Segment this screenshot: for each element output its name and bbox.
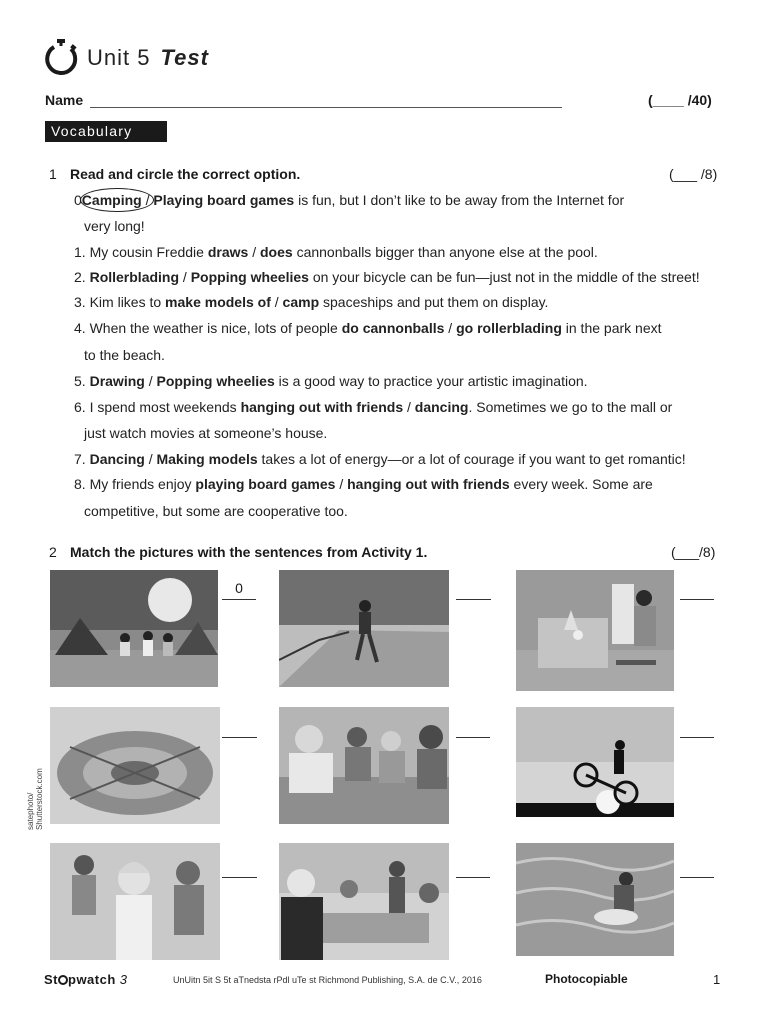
dancing-photo (50, 843, 220, 960)
hanging-out-photo (279, 707, 449, 824)
item-text: / (335, 476, 348, 492)
answer-line-5[interactable] (456, 737, 490, 738)
answer-line-4[interactable] (222, 737, 257, 738)
answer-line-7[interactable] (222, 877, 257, 878)
option-text[interactable]: do cannonballs (341, 320, 445, 336)
item-text: / (248, 244, 260, 260)
item-text: every week. Some are (509, 476, 653, 492)
item-text: on your bicycle can be fun—just not in the middle of the street! (308, 269, 700, 285)
page-title (87, 45, 209, 71)
item-text: My friends enjoy (89, 476, 196, 492)
item-number: 5. (74, 373, 90, 389)
option-text[interactable]: go rollerblading (456, 320, 562, 336)
activity-1-item (74, 475, 653, 493)
option-text[interactable]: Drawing (89, 373, 145, 389)
option-text[interactable]: Playing board games (153, 192, 295, 208)
item-number: 0 (74, 192, 82, 208)
item-text: just watch movies at someone’s house. (84, 425, 328, 441)
option-text[interactable]: draws (207, 244, 249, 260)
option-text[interactable]: does (260, 244, 293, 260)
name-label: Name (45, 92, 84, 108)
option-text[interactable]: dancing (414, 399, 469, 415)
activity-2-instruction: Match the pictures with the sentences from Activity 1. (70, 544, 428, 560)
item-text: cannonballs bigger than anyone else at the pool. (292, 244, 598, 260)
answer-line-6[interactable] (680, 737, 714, 738)
option-text[interactable]: Dancing (89, 451, 145, 467)
photocopiable-label: Photocopiable (545, 972, 628, 986)
photo-credit-line-2: Shutterstock.com (35, 768, 44, 830)
item-number: 8. (74, 476, 90, 492)
answer-line-1[interactable] (222, 599, 256, 600)
option-text[interactable]: hanging out with friends (240, 399, 404, 415)
section-banner: Vocabulary (45, 121, 167, 142)
brand-text-1: St (44, 972, 58, 987)
test-label: Test (160, 45, 209, 70)
option-text[interactable]: camp (282, 294, 320, 310)
activity-1-item (84, 424, 327, 442)
option-text[interactable]: make models of (165, 294, 271, 310)
activity-1-item (74, 319, 662, 337)
option-text[interactable]: Popping wheelies (190, 269, 309, 285)
model-spaceship-photo (50, 707, 220, 824)
option-text[interactable]: hanging out with friends (347, 476, 510, 492)
answer-line-3[interactable] (680, 599, 714, 600)
item-text: competitive, but some are cooperative too. (84, 503, 348, 519)
answer-line-8[interactable] (456, 877, 490, 878)
stopwatch-brand-logo (44, 972, 128, 987)
unit-label: Unit 5 (87, 45, 151, 70)
brand-o-icon (58, 975, 68, 985)
item-text: / (403, 399, 415, 415)
item-text: spaceships and put them on display. (319, 294, 549, 310)
item-number: 1. (74, 244, 90, 260)
item-text: very long! (84, 218, 145, 234)
answer-line-2[interactable] (456, 599, 491, 600)
option-text[interactable]: Rollerblading (89, 269, 180, 285)
item-text: / (144, 451, 157, 467)
cannonball-pool-photo (516, 843, 674, 956)
item-text: I spend most weekends (89, 399, 241, 415)
answer-line-9[interactable] (680, 877, 714, 878)
activity-1-item (74, 191, 624, 209)
photo-credit-line-1: satephoto/ (26, 792, 35, 830)
option-text[interactable]: Popping wheelies (156, 373, 275, 389)
activity-1-score: (___ /8) (669, 166, 718, 182)
name-field[interactable] (90, 107, 562, 108)
copyright-text: UnUitn 5it S 5t aTnedsta rPdl uTe st Richmond Publishing, S.A. de C.V., 2016 (173, 975, 482, 985)
activity-1-item (74, 243, 598, 261)
option-text[interactable]: playing board games (195, 476, 336, 492)
activity-1-item (84, 217, 145, 235)
activity-2-score: (___/8) (671, 544, 716, 560)
page-number: 1 (713, 972, 721, 987)
activity-1-item (74, 398, 672, 416)
activity-1-item (74, 450, 686, 468)
activity-1-item (74, 293, 548, 311)
item-text: is fun, but I don’t like to be away from the Internet for (294, 192, 625, 208)
item-number: 3. (74, 294, 90, 310)
activity-1-item (74, 268, 700, 286)
option-text[interactable]: Camping (81, 192, 142, 208)
camping-photo (50, 570, 218, 687)
item-text: My cousin Freddie (89, 244, 208, 260)
item-text: / (444, 320, 457, 336)
activity-1-item (74, 372, 588, 390)
example-match-answer: 0 (235, 580, 243, 596)
item-number: 2. (74, 269, 90, 285)
item-text: / (179, 269, 191, 285)
item-text: takes a lot of energy—or a lot of courage if you want to get romantic! (257, 451, 686, 467)
item-number: 4. (74, 320, 90, 336)
item-text: to the beach. (84, 347, 165, 363)
activity-1-number: 1 (49, 166, 57, 182)
stopwatch-icon (44, 38, 78, 76)
item-text: / (144, 373, 157, 389)
board-games-photo (279, 843, 449, 960)
activity-2-number: 2 (49, 544, 57, 560)
total-score: (____ /40) (648, 92, 712, 108)
activity-1-item (84, 502, 348, 520)
item-text: in the park next (561, 320, 662, 336)
option-text[interactable]: Making models (156, 451, 258, 467)
activity-1-instruction: Read and circle the correct option. (70, 166, 301, 182)
brand-text-2: pwatch (68, 972, 116, 987)
item-text: / (270, 294, 283, 310)
item-text: . Sometimes we go to the mall or (468, 399, 673, 415)
brand-level: 3 (119, 972, 128, 987)
photo-credit (26, 768, 44, 830)
example-answer-circle (80, 188, 154, 212)
item-text: When the weather is nice, lots of people (89, 320, 342, 336)
item-number: 6. (74, 399, 90, 415)
wheelie-photo (516, 707, 674, 817)
item-text: Kim likes to (89, 294, 166, 310)
item-text: is a good way to practice your artistic imagination. (274, 373, 588, 389)
item-number: 7. (74, 451, 90, 467)
activity-1-item (84, 346, 165, 364)
rollerblading-photo (279, 570, 449, 687)
item-text: / (141, 192, 154, 208)
drawing-photo (516, 570, 674, 691)
